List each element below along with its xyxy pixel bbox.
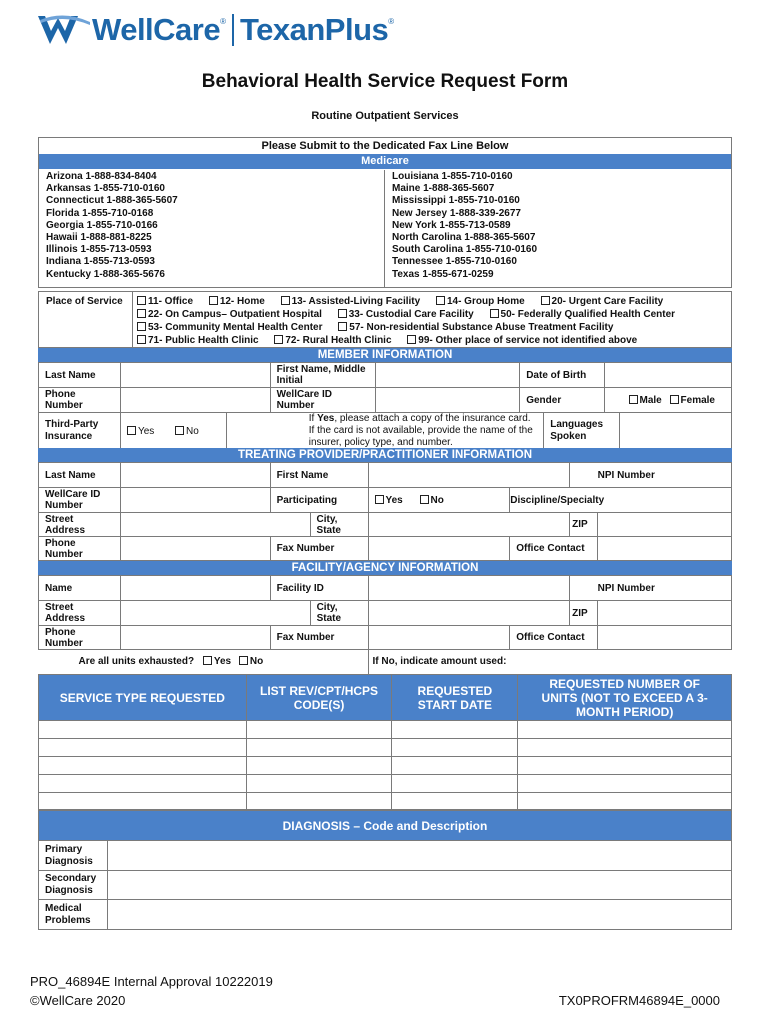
- fax-line: Arkansas 1-855-710-0160: [46, 183, 165, 195]
- label-fac-fax: Fax Number: [270, 626, 368, 650]
- facility-info-band: FACILITY/AGENCY INFORMATION: [38, 561, 732, 575]
- pos-checkbox[interactable]: [137, 335, 146, 344]
- fax-line: Arizona 1-888-834-8404: [46, 171, 157, 182]
- pos-line-1: [137, 296, 663, 307]
- date-cell[interactable]: [392, 757, 518, 775]
- pos-checkbox[interactable]: [407, 335, 416, 344]
- code-cell[interactable]: [246, 757, 392, 775]
- fax-line: Louisiana 1-855-710-0160: [392, 171, 513, 182]
- gender-options: [605, 388, 732, 413]
- facility-city-state-field[interactable]: [368, 601, 570, 626]
- secondary-diagnosis-field[interactable]: [107, 871, 731, 900]
- pos-option: 57- Non-residential Substance Abuse Treatment Facility: [349, 322, 614, 333]
- date-cell[interactable]: [392, 721, 518, 739]
- units-cell[interactable]: [518, 793, 732, 810]
- date-cell[interactable]: [392, 739, 518, 757]
- provider-info-table: [38, 462, 732, 561]
- units-cell[interactable]: [518, 757, 732, 775]
- female-label: Female: [680, 394, 715, 406]
- page-subtitle: Routine Outpatient Services: [311, 110, 459, 122]
- pos-option: 11- Office: [148, 296, 194, 307]
- code-cell[interactable]: [246, 739, 392, 757]
- fax-line: New York 1-855-713-0589: [392, 219, 511, 231]
- provider-street-field[interactable]: [120, 513, 310, 537]
- code-cell[interactable]: [246, 775, 392, 793]
- participating-options: [368, 488, 510, 513]
- pos-checkbox[interactable]: [490, 309, 499, 318]
- label-fac-city-state: City, State: [310, 601, 368, 626]
- label-prov-fax: Fax Number: [270, 537, 368, 561]
- label-fac-phone: Phone Number: [39, 626, 121, 650]
- fax-line: Indiana 1-855-713-0593: [46, 256, 155, 268]
- units-used-cell[interactable]: [368, 650, 731, 674]
- pos-divider: [132, 292, 133, 347]
- service-cell[interactable]: [39, 739, 247, 757]
- label-prov-street: Street Address: [39, 513, 121, 537]
- logo-reg-mark: ®: [220, 16, 227, 26]
- units-exhausted-cell: [39, 650, 369, 674]
- label-prov-city-state: City, State: [310, 513, 368, 537]
- label-wellcare-id: WellCare ID Number: [270, 388, 375, 413]
- third-party-yes-label: Yes: [137, 425, 155, 437]
- member-phone-field[interactable]: [120, 388, 270, 413]
- member-info-table: [38, 362, 732, 413]
- label-prov-zip: ZIP: [570, 513, 598, 537]
- pos-option: 20- Urgent Care Facility: [551, 296, 664, 307]
- fax-list-right: [385, 170, 537, 287]
- fax-lines-box: [38, 137, 732, 288]
- logo-texanplus-text: TexanPlus: [240, 12, 389, 47]
- member-info-band: MEMBER INFORMATION: [38, 348, 732, 362]
- fax-line: Kentucky 1-888-365-5676: [46, 268, 165, 280]
- pos-option: 12- Home: [219, 296, 265, 307]
- label-prov-npi: [570, 463, 598, 488]
- fax-line: Georgia 1-855-710-0166: [46, 219, 158, 231]
- provider-zip-field[interactable]: [598, 513, 732, 537]
- logo-reg-mark-2: ®: [388, 16, 395, 26]
- insurance-note: [226, 413, 544, 450]
- units-no-checkbox[interactable]: [239, 656, 248, 665]
- pos-checkbox[interactable]: [541, 296, 550, 305]
- header-start-date: REQUESTED START DATE: [392, 675, 518, 721]
- units-yes-checkbox[interactable]: [203, 656, 212, 665]
- medicare-band: Medicare: [39, 154, 731, 169]
- pos-checkbox[interactable]: [274, 335, 283, 344]
- units-exhausted-label: Are all units exhausted?: [78, 656, 195, 668]
- footer-left: [30, 972, 273, 1010]
- label-prov-phone: Phone Number: [39, 537, 121, 561]
- member-first-name-field[interactable]: [375, 363, 520, 388]
- pos-option: 50- Federally Qualified Health Center: [500, 309, 676, 320]
- code-cell[interactable]: [246, 721, 392, 739]
- pos-option: 71- Public Health Clinic: [148, 335, 259, 346]
- label-medical-problems: Medical Problems: [39, 900, 108, 930]
- pos-option: 22- On Campus– Outpatient Hospital: [148, 309, 322, 320]
- pos-checkbox[interactable]: [338, 322, 347, 331]
- label-prov-first-name: First Name: [270, 463, 368, 488]
- service-request-table: [38, 674, 732, 810]
- fax-line: Mississippi 1-855-710-0160: [392, 195, 520, 207]
- header-service-type: SERVICE TYPE REQUESTED: [39, 675, 247, 721]
- fax-list-left: [39, 170, 385, 287]
- code-cell[interactable]: [246, 793, 392, 810]
- pos-line-3: [137, 322, 613, 333]
- fax-line: Connecticut 1-888-365-5607: [46, 195, 178, 207]
- label-languages: Languages Spoken: [544, 413, 620, 450]
- fax-heading: Please Submit to the Dedicated Fax Line Below: [261, 140, 509, 152]
- member-wellcare-id-field[interactable]: [375, 388, 520, 413]
- place-of-service-label: Place of Service: [46, 296, 123, 307]
- place-of-service-box: [38, 291, 732, 348]
- fax-line: Hawaii 1-888-881-8225: [46, 232, 152, 244]
- pos-option: 14- Group Home: [446, 296, 525, 307]
- units-yes-label: Yes: [213, 656, 232, 668]
- date-cell[interactable]: [392, 775, 518, 793]
- fax-line: South Carolina 1-855-710-0160: [392, 244, 538, 256]
- provider-fax-field[interactable]: [368, 537, 510, 561]
- male-checkbox[interactable]: [629, 395, 638, 404]
- member-last-name-field[interactable]: [120, 363, 270, 388]
- provider-first-name-field[interactable]: [368, 463, 570, 488]
- fax-line: Florida 1-855-710-0168: [46, 207, 154, 219]
- service-cell[interactable]: [39, 721, 247, 739]
- provider-wellcare-id-field[interactable]: [120, 488, 270, 513]
- pos-checkbox[interactable]: [137, 309, 146, 318]
- label-third-party: Third-Party Insurance: [39, 413, 121, 450]
- wellcare-w-logo-icon: [36, 10, 92, 50]
- third-party-no-checkbox[interactable]: [175, 426, 184, 435]
- label-participating: Participating: [270, 488, 368, 513]
- fax-line: New Jersey 1-888-339-2677: [392, 207, 521, 219]
- participating-no-checkbox[interactable]: [420, 495, 429, 504]
- service-cell[interactable]: [39, 775, 247, 793]
- primary-diagnosis-field[interactable]: [107, 841, 731, 871]
- facility-zip-field[interactable]: [598, 601, 732, 626]
- label-phone: Phone Number: [39, 388, 121, 413]
- label-fac-street: Street Address: [39, 601, 121, 626]
- label-dob: Date of Birth: [520, 363, 605, 388]
- member-insurance-table: [38, 412, 732, 450]
- fax-line: North Carolina 1-888-365-5607: [392, 232, 536, 244]
- units-cell[interactable]: [518, 775, 732, 793]
- provider-city-state-field[interactable]: [368, 513, 570, 537]
- units-cell[interactable]: [518, 721, 732, 739]
- provider-info-band: TREATING PROVIDER/PRACTITIONER INFORMATION: [38, 448, 732, 462]
- note-yes: Yes: [317, 413, 335, 424]
- pos-checkbox[interactable]: [137, 322, 146, 331]
- facility-npi-cell[interactable]: [598, 576, 732, 601]
- date-cell[interactable]: [392, 793, 518, 810]
- units-used-label: If No, indicate amount used:: [372, 656, 507, 668]
- provider-phone-field[interactable]: [120, 537, 270, 561]
- third-party-options: [120, 413, 226, 450]
- logo: [36, 10, 394, 50]
- note-if: If: [308, 413, 318, 424]
- pos-option: 33- Custodial Care Facility: [348, 309, 474, 320]
- label-last-name: Last Name: [39, 363, 121, 388]
- units-cell[interactable]: [518, 739, 732, 757]
- pos-checkbox[interactable]: [137, 296, 146, 305]
- male-label: Male: [639, 394, 662, 406]
- member-dob-field[interactable]: [605, 363, 732, 388]
- label-fac-name: Name: [39, 576, 121, 601]
- pos-option: 13- Assisted-Living Facility: [291, 296, 421, 307]
- label-first-name: First Name, Middle Initial: [270, 363, 375, 388]
- fax-line: Illinois 1-855-713-0593: [46, 244, 152, 256]
- participating-yes-label: Yes: [385, 494, 403, 506]
- footer-copyright: ©WellCare 2020: [30, 993, 126, 1008]
- header-units: REQUESTED NUMBER OF UNITS (NOT TO EXCEED A 3-MONTH PERIOD): [518, 675, 732, 721]
- pos-checkbox[interactable]: [209, 296, 218, 305]
- pos-option: 72- Rural Health Clinic: [285, 335, 392, 346]
- facility-name-field[interactable]: [120, 576, 270, 601]
- label-secondary-diagnosis: Secondary Diagnosis: [39, 871, 108, 900]
- label-discipline: Discipline/Specialty: [510, 488, 732, 513]
- facility-id-field[interactable]: [368, 576, 570, 601]
- logo-wellcare-text: WellCare: [92, 12, 221, 47]
- pos-line-2: [137, 309, 675, 320]
- label-prov-office-contact: Office Contact: [510, 537, 598, 561]
- label-fac-zip: ZIP: [570, 601, 598, 626]
- note-rest: , please attach a copy of the insurance card. If the card is not available, provide the name of the insurer, policy type, and number.: [308, 413, 533, 448]
- third-party-no-label: No: [186, 425, 199, 437]
- pos-checkbox[interactable]: [436, 296, 445, 305]
- label-gender: Gender: [520, 388, 605, 413]
- languages-field[interactable]: [620, 413, 732, 450]
- participating-no-label: No: [430, 494, 444, 506]
- units-no-label: No: [249, 656, 264, 668]
- footer-approval: PRO_46894E Internal Approval 10222019: [30, 974, 273, 989]
- label-fac-npi: [570, 576, 598, 601]
- fax-line: Texas 1-855-671-0259: [392, 268, 494, 280]
- pos-option: 53- Community Mental Health Center: [148, 322, 323, 333]
- label-prov-last-name: Last Name: [39, 463, 121, 488]
- third-party-yes-checkbox[interactable]: [127, 426, 136, 435]
- fax-line: Maine 1-888-365-5607: [392, 183, 495, 195]
- label-fac-npi-text: NPI Number: [597, 582, 655, 594]
- medical-problems-field[interactable]: [107, 900, 731, 930]
- facility-fax-field[interactable]: [368, 626, 510, 650]
- page-title: Behavioral Health Service Request Form: [201, 71, 569, 92]
- female-checkbox[interactable]: [670, 395, 679, 404]
- label-npi-text: NPI Number: [597, 469, 655, 481]
- fax-line: Tennessee 1-855-710-0160: [392, 256, 517, 268]
- facility-street-field[interactable]: [120, 601, 310, 626]
- provider-office-contact-field[interactable]: [598, 537, 732, 561]
- pos-checkbox[interactable]: [281, 296, 290, 305]
- facility-phone-field[interactable]: [120, 626, 270, 650]
- pos-line-4: [137, 335, 637, 346]
- diagnosis-band: DIAGNOSIS – Code and Description: [39, 811, 732, 841]
- pos-checkbox[interactable]: [338, 309, 347, 318]
- provider-last-name-field[interactable]: [120, 463, 270, 488]
- label-primary-diagnosis: Primary Diagnosis: [39, 841, 108, 871]
- label-prov-wellcare-id: WellCare ID Number: [39, 488, 121, 513]
- pos-option: 99- Other place of service not identified above: [418, 335, 638, 346]
- label-fac-office-contact: Office Contact: [510, 626, 598, 650]
- header-code: LIST REV/CPT/HCPS CODE(S): [246, 675, 392, 721]
- service-cell[interactable]: [39, 793, 247, 810]
- facility-info-table: [38, 575, 732, 674]
- diagnosis-table: [38, 810, 732, 930]
- footer-form-code: TX0PROFRM46894E_0000: [558, 993, 720, 1008]
- provider-npi-cell[interactable]: [598, 463, 732, 488]
- logo-separator: [232, 14, 234, 46]
- label-fac-id: Facility ID: [270, 576, 368, 601]
- participating-yes-checkbox[interactable]: [375, 495, 384, 504]
- service-cell[interactable]: [39, 757, 247, 775]
- facility-office-contact-field[interactable]: [598, 626, 732, 650]
